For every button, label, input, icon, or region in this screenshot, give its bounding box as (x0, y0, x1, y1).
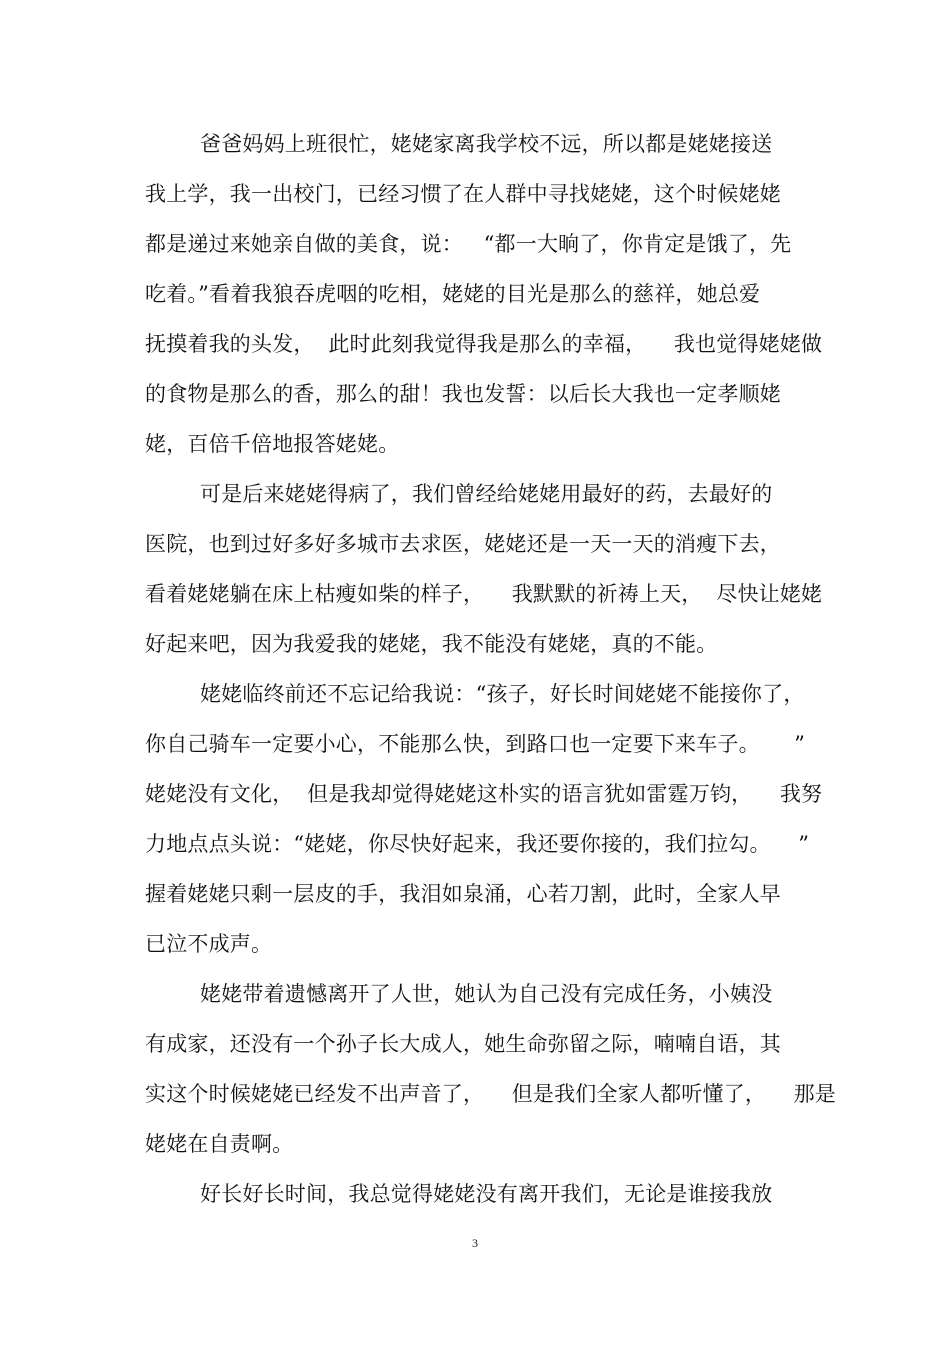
text-line: 你自己骑车一定要小心，不能那么快，到路口也一定要下来车子。 ” (145, 732, 806, 756)
text-line: 好长好长时间，我总觉得姥姥没有离开我们，无论是谁接我放 (200, 1182, 773, 1206)
text-line: 姥姥没有文化， 但是我却觉得姥姥这朴实的语言犹如雷霆万钧， 我努 (145, 782, 823, 806)
text-line: 姥姥临终前还不忘记给我说：“孩子，好长时间姥姥不能接你了， (200, 682, 805, 706)
text-line: 好起来吧，因为我爱我的姥姥，我不能没有姥姥，真的不能。 (145, 632, 718, 656)
text-line: 力地点点头说：“姥姥，你尽快好起来，我还要你接的，我们拉勾。 ” (145, 832, 810, 856)
text-line: 有成家，还没有一个孙子长大成人，她生命弥留之际，喃喃自语，其 (145, 1032, 781, 1056)
text-line: 已泣不成声。 (145, 932, 273, 956)
text-line: 姥姥带着遗憾离开了人世，她认为自己没有完成任务，小姨没 (200, 982, 773, 1006)
text-line: 医院，也到过好多好多城市去求医，姥姥还是一天一天的消瘦下去， (145, 532, 781, 556)
text-line: 实这个时候姥姥已经发不出声音了， 但是我们全家人都听懂了， 那是 (145, 1082, 836, 1106)
text-line: 抚摸着我的头发， 此时此刻我觉得我是那么的幸福， 我也觉得姥姥做 (145, 332, 823, 356)
text-line: 吃着。”看着我狼吞虎咽的吃相，姥姥的目光是那么的慈祥，她总爱 (145, 282, 761, 306)
text-line: 可是后来姥姥得病了，我们曾经给姥姥用最好的药，去最好的 (200, 482, 773, 506)
text-line: 爸爸妈妈上班很忙，姥姥家离我学校不远，所以都是姥姥接送 (200, 132, 773, 156)
text-line: 的食物是那么的香，那么的甜！我也发誓：以后长大我也一定孝顺姥 (145, 382, 781, 406)
text-line: 看着姥姥躺在床上枯瘦如柴的样子， 我默默的祈祷上天， 尽快让姥姥 (145, 582, 823, 606)
page-number: 3 (472, 1236, 478, 1250)
text-line: 姥姥在自责啊。 (145, 1132, 294, 1156)
text-line: 我上学，我一出校门，已经习惯了在人群中寻找姥姥，这个时候姥姥 (145, 182, 781, 206)
text-line: 都是递过来她亲自做的美食，说： “都一大晌了，你肯定是饿了，先 (145, 232, 792, 256)
text-line: 握着姥姥只剩一层皮的手，我泪如泉涌，心若刀割，此时，全家人早 (145, 882, 781, 906)
text-line: 姥，百倍千倍地报答姥姥。 (145, 432, 400, 456)
